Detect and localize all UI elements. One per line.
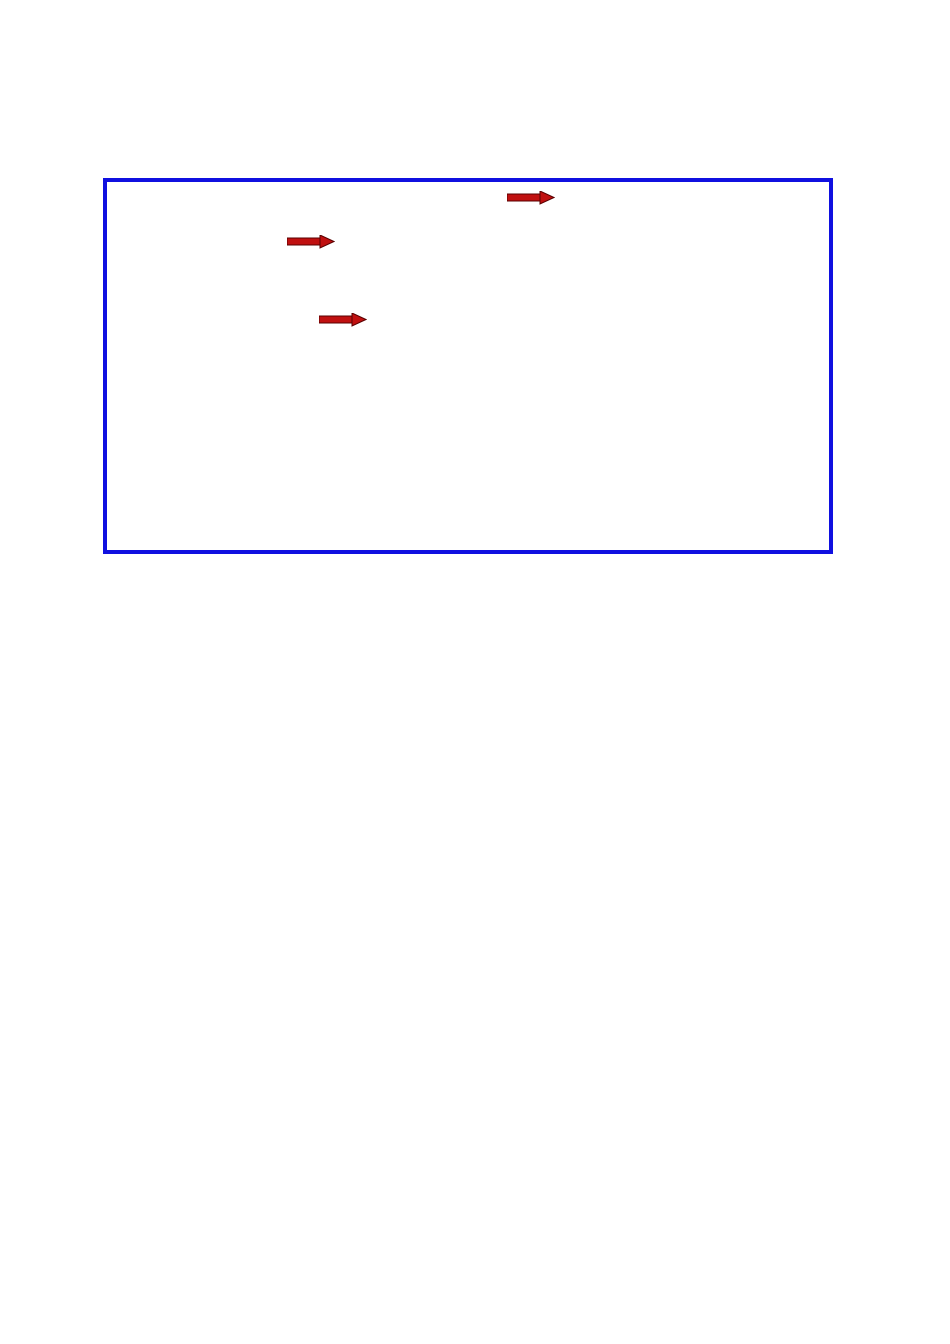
arrow-icon [287, 235, 335, 249]
sample-essay-frame [103, 178, 833, 554]
arrow-icon [319, 313, 367, 327]
arrow-icon [507, 191, 555, 205]
